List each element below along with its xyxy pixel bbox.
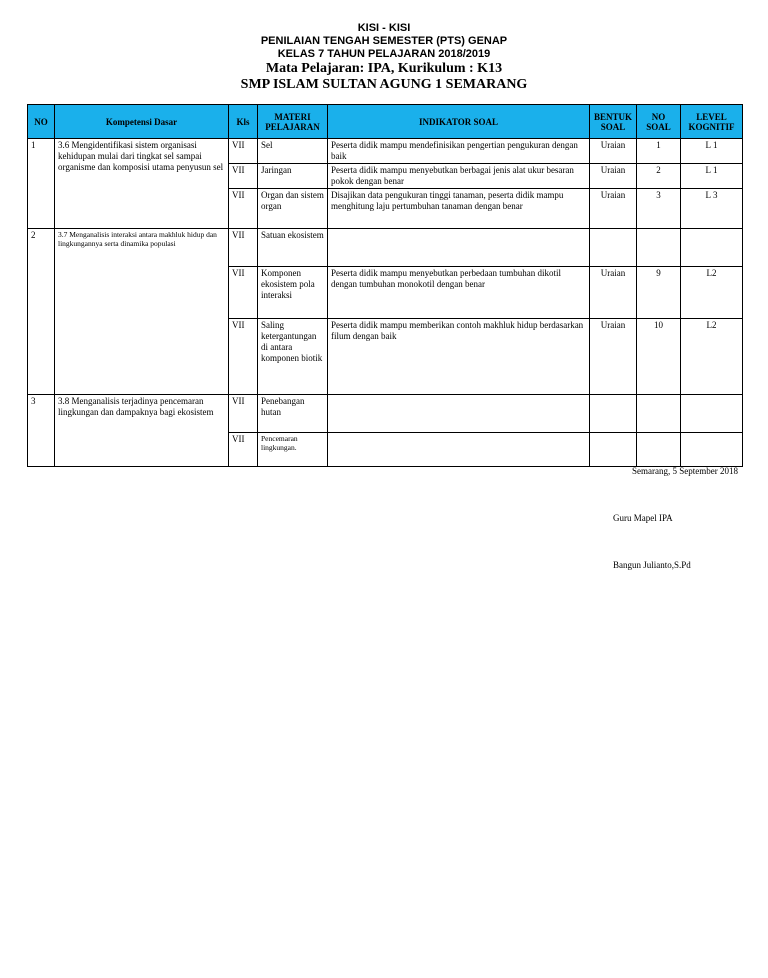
- col-header-kls: Kls: [229, 105, 258, 139]
- row-level: [681, 433, 743, 467]
- row-kls: VII: [229, 433, 258, 467]
- row-nosoal: [637, 433, 681, 467]
- row-materi: Satuan ekosistem: [258, 229, 328, 267]
- col-header-indikator: INDIKATOR SOAL: [328, 105, 590, 139]
- doc-subject: Mata Pelajaran: IPA, Kurikulum : K13: [265, 61, 503, 76]
- kisi-table: [27, 104, 743, 467]
- row-indikator: Peserta didik mampu memberikan contoh makhluk hidup berdasarkan filum dengan baik: [328, 319, 590, 395]
- row-materi: Sel: [258, 139, 328, 164]
- row-level: L2: [681, 319, 743, 395]
- row-indikator: [328, 433, 590, 467]
- row-nosoal: 9: [637, 267, 681, 319]
- row-materi: Saling ketergantungan di antara komponen biotik: [258, 319, 328, 395]
- row-level: [681, 395, 743, 433]
- row-materi: Pencemaran lingkungan.: [258, 433, 328, 467]
- signature-name: Bangun Julianto,S.Pd: [613, 560, 691, 570]
- row-kls: VII: [229, 229, 258, 267]
- row-bentuk: Uraian: [590, 139, 637, 164]
- row-indikator: Disajikan data pengukuran tinggi tanaman, peserta didik mampu menghitung laju pertumbuhan tanaman dengan benar: [328, 189, 590, 229]
- row-indikator: Peserta didik mampu menyebutkan perbedaan tumbuhan dikotil dengan tumbuhan monokotil dengan benar: [328, 267, 590, 319]
- row-kls: VII: [229, 139, 258, 164]
- table-header-row: [28, 105, 743, 139]
- row-kompetensi-dasar: 3.6 Mengidentifikasi sistem organisasi kehidupan mulai dari tingkat sel sampai organisme dan komposisi utama penyusun sel: [55, 139, 229, 229]
- row-nosoal: [637, 229, 681, 267]
- row-nosoal: 3: [637, 189, 681, 229]
- row-materi: Jaringan: [258, 164, 328, 189]
- row-indikator: [328, 395, 590, 433]
- row-indikator: [328, 229, 590, 267]
- row-level: L 1: [681, 164, 743, 189]
- row-bentuk: [590, 229, 637, 267]
- col-header-bentuk: BENTUK SOAL: [590, 105, 637, 139]
- row-kls: VII: [229, 395, 258, 433]
- row-kls: VII: [229, 164, 258, 189]
- table-row: [28, 395, 743, 433]
- col-header-no: NO: [28, 105, 55, 139]
- signature-role: Guru Mapel IPA: [613, 513, 673, 523]
- col-header-kd: Kompetensi Dasar: [55, 105, 229, 139]
- col-header-materi: MATERI PELAJARAN: [258, 105, 328, 139]
- row-level: L 3: [681, 189, 743, 229]
- table-row: [28, 229, 743, 267]
- document-header: [0, 22, 768, 93]
- row-bentuk: Uraian: [590, 319, 637, 395]
- row-nosoal: 1: [637, 139, 681, 164]
- row-kompetensi-dasar: 3.7 Menganalisis interaksi antara makhluk hidup dan lingkungannya serta dinamika populasi: [55, 229, 229, 395]
- row-bentuk: Uraian: [590, 267, 637, 319]
- row-indikator: Peserta didik mampu mendefinisikan pengertian pengukuran dengan baik: [328, 139, 590, 164]
- doc-school: SMP ISLAM SULTAN AGUNG 1 SEMARANG: [240, 77, 528, 92]
- table-row: [28, 139, 743, 164]
- row-nosoal: 2: [637, 164, 681, 189]
- row-level: [681, 229, 743, 267]
- row-kls: VII: [229, 189, 258, 229]
- row-kls: VII: [229, 319, 258, 395]
- row-no: 3: [28, 395, 55, 467]
- doc-subtitle: PENILAIAN TENGAH SEMESTER (PTS) GENAP: [260, 35, 508, 47]
- col-header-nosoal: NO SOAL: [637, 105, 681, 139]
- row-materi: Penebangan hutan: [258, 395, 328, 433]
- row-materi: Organ dan sistem organ: [258, 189, 328, 229]
- doc-title: KISI - KISI: [357, 22, 411, 34]
- row-bentuk: Uraian: [590, 164, 637, 189]
- row-bentuk: Uraian: [590, 189, 637, 229]
- row-no: 1: [28, 139, 55, 229]
- row-indikator: Peserta didik mampu menyebutkan berbagai jenis alat ukur besaran pokok dengan benar: [328, 164, 590, 189]
- row-no: 2: [28, 229, 55, 395]
- row-bentuk: [590, 433, 637, 467]
- row-nosoal: [637, 395, 681, 433]
- row-nosoal: 10: [637, 319, 681, 395]
- row-level: L 1: [681, 139, 743, 164]
- col-header-level: LEVEL KOGNITIF: [681, 105, 743, 139]
- row-kls: VII: [229, 267, 258, 319]
- row-bentuk: [590, 395, 637, 433]
- row-materi: Komponen ekosistem pola interaksi: [258, 267, 328, 319]
- signature-place-date: Semarang, 5 September 2018: [632, 466, 738, 476]
- row-kompetensi-dasar: 3.8 Menganalisis terjadinya pencemaran lingkungan dan dampaknya bagi ekosistem: [55, 395, 229, 467]
- row-level: L2: [681, 267, 743, 319]
- doc-class-year: KELAS 7 TAHUN PELAJARAN 2018/2019: [277, 48, 491, 60]
